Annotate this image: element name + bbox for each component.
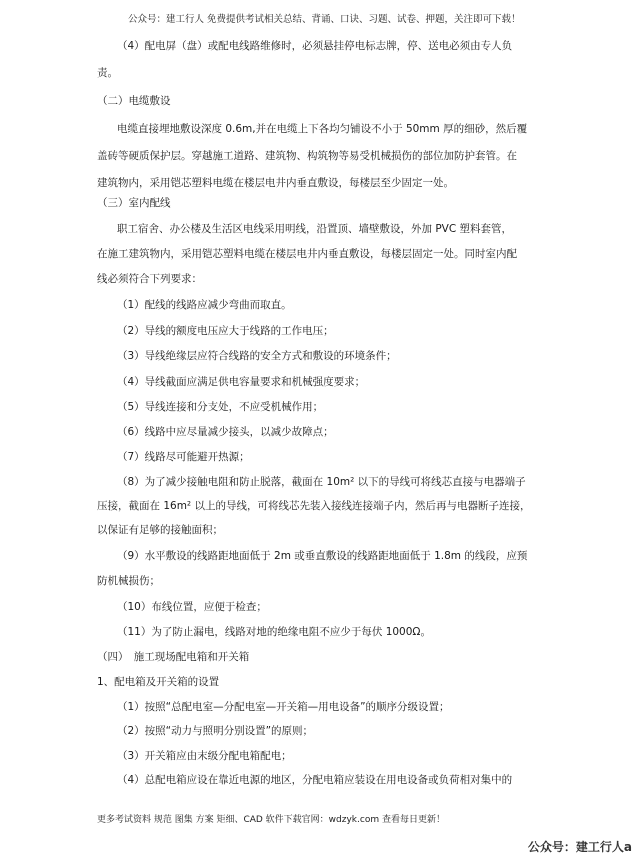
list-item-9: （9）水平敷设的线路距地面低于 2m 或垂直敷设的线路距地面低于 1.8m 的线段，应预 [117,550,528,562]
page-footer: 更多考试资料 规范 图集 方案 矩细、CAD 软件下载官网：wdzyk.com 查看每日更新！ [97,815,445,825]
list-item-6: （6）线路中应尽量减少接头，以减少故障点； [117,426,334,438]
list-item-8-cont-2: 以保证有足够的接触面积； [97,524,223,536]
body-line-8: 职工宿舍、办公楼及生活区电线采用明线，沿置顶、墙壁敷设，外加 PVC 塑料套管， [117,223,513,235]
list-item-10: （10）布线位置，应便于检查； [117,601,267,613]
list-item-3: （3）导线绝缘层应符合线路的安全方式和敷设的环境条件； [117,350,397,362]
list-item-1: （1）配线的线路应减少弯曲而取直。 [117,299,292,311]
body-line-1: （4）配电屏（盘）或配电线路维修时，必须悬挂停电标志牌，停、送电必须由专人负 [117,40,513,52]
body-line-6: 建筑物内，采用铠芯塑料电缆在楼层电井内垂直敷设，每楼层至少固定一处。 [97,177,454,189]
watermark: 公众号：建工行人a [527,840,632,854]
body-line-2: 责。 [97,67,118,79]
section-heading-distribution-box: （四） 施工现场配电箱和开关箱 [97,651,250,663]
list-item-8: （8）为了减少接触电阻和防止脱落，截面在 10m² 以下的导线可将线芯直接与电器端子 [117,476,526,488]
section-heading-indoor: （三）室内配线 [97,197,171,209]
list-item-9-cont: 防机械损伤； [97,575,160,587]
body-line-5: 盖砖等硬质保护层。穿越施工道路、建筑物、构筑物等易受机械损伤的部位加防护套管。在 [97,150,517,162]
list-item-4: （4）导线截面应满足供电容量要求和机械强度要求； [117,376,366,388]
box-item-1: （1）按照“总配电室—分配电室—开关箱—用电设备”的顺序分级设置； [117,701,450,713]
section-heading-cable: （二）电缆敷设 [97,95,171,107]
list-item-2: （2）导线的额度电压应大于线路的工作电压； [117,325,334,337]
box-item-2: （2）按照“动力与照明分别设置”的原则； [117,725,314,737]
body-line-4: 电缆直接埋地敷设深度 0.6m,并在电缆上下各均匀铺设不小于 50mm 厚的细砂，然后覆 [117,123,528,135]
box-item-4: （4）总配电箱应设在靠近电源的地区，分配电箱应装设在用电设备或负荷相对集中的 [117,774,513,786]
body-line-9: 在施工建筑物内，采用铠芯塑料电缆在楼层电井内垂直敷设，每楼层固定一处。同时室内配 [97,248,517,260]
list-item-8-cont-1: 压接，截面在 16m² 以上的导线，可将线芯先装入接线连接端子内，然后再与电器断子连接， [97,500,531,512]
list-item-7: （7）线路尽可能避开热源； [117,451,250,463]
page-header: 公众号：建工行人 免费提供考试相关总结、背诵、口诀、习题、试卷、押题，关注即可下载！ [128,14,521,25]
subsection-heading-box-setup: 1、配电箱及开关箱的设置 [97,676,220,688]
list-item-5: （5）导线连接和分支处，不应受机械作用； [117,401,324,413]
body-line-10: 线必须符合下列要求： [97,273,202,285]
box-item-3: （3）开关箱应由末级分配电箱配电； [117,750,292,762]
list-item-11: （11）为了防止漏电，线路对地的绝缘电阻不应少于每伏 1000Ω。 [117,626,431,638]
